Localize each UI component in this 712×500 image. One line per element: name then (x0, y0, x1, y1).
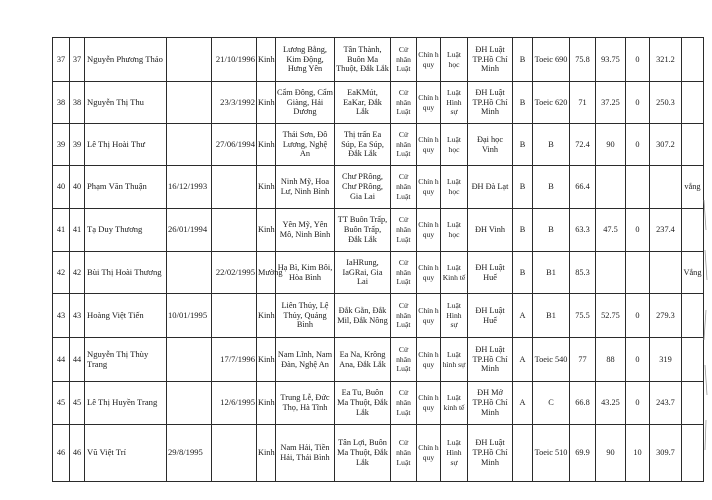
residence-cell: TT Buôn Trấp, Buôn Trấp, Đắk Lắk (335, 209, 391, 252)
mode-cell: Chín h quy (417, 124, 441, 166)
table-row (53, 252, 704, 294)
bonus-cell (626, 252, 650, 294)
mode-cell: Chín h quy (417, 338, 441, 382)
score1-cell: 75.5 (570, 294, 596, 338)
total-cell: 279.3 (650, 294, 682, 338)
score1-cell: 69.9 (570, 425, 596, 482)
stt-cell: 40 (53, 166, 70, 209)
ethnicity-cell: Kinh (257, 82, 276, 124)
hometown-cell: Yên Mỹ, Yên Mô, Ninh Bình (276, 209, 335, 252)
gender-cell (212, 209, 257, 252)
bonus-cell: 0 (626, 382, 650, 425)
dob-cell (167, 82, 212, 124)
stt-cell: 41 (53, 209, 70, 252)
score1-cell: 72.4 (570, 124, 596, 166)
total-cell: 321.2 (650, 38, 682, 82)
foreign-lang-cell: C (533, 382, 570, 425)
classification-cell: A (513, 382, 533, 425)
major-cell: Luật Hình sự (441, 425, 468, 482)
note-cell (682, 38, 704, 82)
stt-cell: 46 (53, 425, 70, 482)
sbd-cell: 38 (70, 82, 85, 124)
foreign-lang-cell: B (533, 209, 570, 252)
score2-cell: 52.75 (596, 294, 626, 338)
table-row (53, 124, 704, 166)
sbd-cell: 44 (70, 338, 85, 382)
school-cell: ĐH Luật Huế (468, 252, 513, 294)
dob-cell (167, 252, 212, 294)
score2-cell: 93.75 (596, 38, 626, 82)
stt-cell: 45 (53, 382, 70, 425)
ethnicity-cell: Kinh (257, 124, 276, 166)
sbd-cell: 45 (70, 382, 85, 425)
school-cell: ĐH Luật TP.Hồ Chí Minh (468, 425, 513, 482)
mode-cell: Chín h quy (417, 166, 441, 209)
residence-cell: Chư PRông, Chư PRông, Gia Lai (335, 166, 391, 209)
degree-cell: Cử nhân Luật (391, 382, 417, 425)
score2-cell: 43.25 (596, 382, 626, 425)
ethnicity-cell: Kinh (257, 38, 276, 82)
classification-cell: B (513, 252, 533, 294)
major-cell: Luật kinh tế (441, 382, 468, 425)
residence-cell: IaHRung, IaGRai, Gia Lai (335, 252, 391, 294)
score1-cell: 66.8 (570, 382, 596, 425)
residence-cell: Tân Thành, Buôn Ma Thuột, Đắk Lắk (335, 38, 391, 82)
note-cell (682, 124, 704, 166)
bonus-cell (626, 166, 650, 209)
score1-cell: 75.8 (570, 38, 596, 82)
bonus-cell: 0 (626, 294, 650, 338)
table-row (53, 166, 704, 209)
sbd-cell: 43 (70, 294, 85, 338)
score1-cell: 71 (570, 82, 596, 124)
major-cell: Luật Kinh tế (441, 252, 468, 294)
name-cell: Lê Thị Hoài Thư (85, 124, 167, 166)
stt-cell: 44 (53, 338, 70, 382)
sbd-cell: 37 (70, 38, 85, 82)
stt-cell: 43 (53, 294, 70, 338)
classification-cell: B (513, 124, 533, 166)
name-cell: Nguyễn Thị Thu (85, 82, 167, 124)
ethnicity-cell: Kinh (257, 209, 276, 252)
total-cell: 319 (650, 338, 682, 382)
classification-cell (513, 425, 533, 482)
hometown-cell: Lương Bằng, Kim Động, Hưng Yên (276, 38, 335, 82)
total-cell (650, 252, 682, 294)
school-cell: ĐH Đà Lạt (468, 166, 513, 209)
bonus-cell: 0 (626, 209, 650, 252)
score2-cell: 90 (596, 124, 626, 166)
stt-cell: 39 (53, 124, 70, 166)
dob-cell: 16/12/1993 (167, 166, 212, 209)
gender-cell (212, 294, 257, 338)
dob-cell (167, 382, 212, 425)
mode-cell: Chín h quy (417, 38, 441, 82)
major-cell: Luật học (441, 38, 468, 82)
degree-cell: Cử nhân Luật (391, 338, 417, 382)
ethnicity-cell: Kinh (257, 294, 276, 338)
sbd-cell: 46 (70, 425, 85, 482)
table-row (53, 82, 704, 124)
scanned-table-page (52, 37, 703, 481)
bonus-cell: 0 (626, 38, 650, 82)
major-cell: Luật hình sự (441, 338, 468, 382)
sbd-cell: 40 (70, 166, 85, 209)
name-cell: Vũ Việt Trí (85, 425, 167, 482)
table-row (53, 425, 704, 482)
sbd-cell: 41 (70, 209, 85, 252)
degree-cell: Cử nhân Luật (391, 252, 417, 294)
total-cell: 237.4 (650, 209, 682, 252)
foreign-lang-cell: Toeic 540 (533, 338, 570, 382)
degree-cell: Cử nhân Luật (391, 209, 417, 252)
bonus-cell: 10 (626, 425, 650, 482)
sbd-cell: 39 (70, 124, 85, 166)
name-cell: Nguyễn Phương Thảo (85, 38, 167, 82)
total-cell: 309.7 (650, 425, 682, 482)
dob-cell (167, 38, 212, 82)
residence-cell: EaKMút, EaKar, Đắk Lắk (335, 82, 391, 124)
bonus-cell: 0 (626, 82, 650, 124)
handwritten-mark (700, 190, 712, 490)
degree-cell: Cử nhân Luật (391, 166, 417, 209)
gender-cell: 27/06/1994 (212, 124, 257, 166)
mode-cell: Chín h quy (417, 209, 441, 252)
foreign-lang-cell: B (533, 124, 570, 166)
bonus-cell: 0 (626, 338, 650, 382)
hometown-cell: Nam Hải, Tiền Hải, Thái Bình (276, 425, 335, 482)
school-cell: ĐH Luật TP.Hồ Chí Minh (468, 82, 513, 124)
total-cell: 250.3 (650, 82, 682, 124)
score2-cell (596, 166, 626, 209)
table-row (53, 38, 704, 82)
degree-cell: Cử nhân Luật (391, 294, 417, 338)
candidate-rows (53, 38, 704, 482)
major-cell: Luật học (441, 209, 468, 252)
hometown-cell: Liên Thủy, Lệ Thủy, Quảng Bình (276, 294, 335, 338)
major-cell: Luật Hình sự (441, 294, 468, 338)
school-cell: ĐH Luật TP.Hồ Chí Minh (468, 338, 513, 382)
score2-cell (596, 252, 626, 294)
mode-cell: Chín h quy (417, 294, 441, 338)
degree-cell: Cử nhân Luật (391, 38, 417, 82)
mode-cell: Chín h quy (417, 82, 441, 124)
score1-cell: 66.4 (570, 166, 596, 209)
degree-cell: Cử nhân Luật (391, 124, 417, 166)
table-row (53, 338, 704, 382)
gender-cell: 17/7/1996 (212, 338, 257, 382)
residence-cell: Tân Lợi, Buôn Ma Thuột, Đắk Lắk (335, 425, 391, 482)
score2-cell: 47.5 (596, 209, 626, 252)
foreign-lang-cell: B (533, 166, 570, 209)
gender-cell: 23/3/1992 (212, 82, 257, 124)
classification-cell: B (513, 209, 533, 252)
stt-cell: 42 (53, 252, 70, 294)
stt-cell: 38 (53, 82, 70, 124)
table-row (53, 209, 704, 252)
degree-cell: Cử nhân Luật (391, 82, 417, 124)
school-cell: ĐH Luật TP.Hồ Chí Minh (468, 38, 513, 82)
name-cell: Phạm Văn Thuận (85, 166, 167, 209)
major-cell: Luật học (441, 124, 468, 166)
ethnicity-cell: Mường (257, 252, 276, 294)
dob-cell (167, 124, 212, 166)
table-row (53, 382, 704, 425)
school-cell: Đại học Vinh (468, 124, 513, 166)
hometown-cell: Thái Sơn, Đô Lương, Nghệ An (276, 124, 335, 166)
ethnicity-cell: Kinh (257, 338, 276, 382)
score1-cell: 85.3 (570, 252, 596, 294)
dob-cell: 29/8/1995 (167, 425, 212, 482)
score2-cell: 37.25 (596, 82, 626, 124)
ethnicity-cell: Kinh (257, 425, 276, 482)
candidate-table (52, 37, 704, 482)
stt-cell: 37 (53, 38, 70, 82)
classification-cell: A (513, 294, 533, 338)
total-cell (650, 166, 682, 209)
score1-cell: 63.3 (570, 209, 596, 252)
score1-cell: 77 (570, 338, 596, 382)
ethnicity-cell: Kinh (257, 382, 276, 425)
foreign-lang-cell: Toeic 690 (533, 38, 570, 82)
hometown-cell: Hạ Bì, Kim Bôi, Hòa Bình (276, 252, 335, 294)
classification-cell: A (513, 338, 533, 382)
ethnicity-cell: Kinh (257, 166, 276, 209)
name-cell: Tạ Duy Thương (85, 209, 167, 252)
major-cell: Luật học (441, 166, 468, 209)
degree-cell: Cử nhân Luật (391, 425, 417, 482)
residence-cell: Ea Na, Krông Ana, Đắk Lắk (335, 338, 391, 382)
dob-cell (167, 338, 212, 382)
total-cell: 243.7 (650, 382, 682, 425)
major-cell: Luật Hình sự (441, 82, 468, 124)
gender-cell (212, 166, 257, 209)
gender-cell: 21/10/1996 (212, 38, 257, 82)
foreign-lang-cell: Toeic 510 (533, 425, 570, 482)
note-cell (682, 82, 704, 124)
foreign-lang-cell: Toeic 620 (533, 82, 570, 124)
bonus-cell: 0 (626, 124, 650, 166)
foreign-lang-cell: B1 (533, 252, 570, 294)
classification-cell: B (513, 166, 533, 209)
name-cell: Hoàng Việt Tiến (85, 294, 167, 338)
mode-cell: Chín h quy (417, 425, 441, 482)
gender-cell: 12/6/1995 (212, 382, 257, 425)
name-cell: Bùi Thị Hoài Thương (85, 252, 167, 294)
score2-cell: 88 (596, 338, 626, 382)
residence-cell: Thị trấn Ea Súp, Ea Súp, Đắk Lắk (335, 124, 391, 166)
gender-cell: 22/02/1995 (212, 252, 257, 294)
note-cell: Vắng (682, 252, 704, 294)
hometown-cell: Cẩm Đông, Cẩm Giàng, Hải Dương (276, 82, 335, 124)
foreign-lang-cell: B1 (533, 294, 570, 338)
name-cell: Lê Thị Huyền Trang (85, 382, 167, 425)
table-row (53, 294, 704, 338)
classification-cell: B (513, 38, 533, 82)
gender-cell (212, 425, 257, 482)
note-cell: vắng (682, 166, 704, 209)
total-cell: 307.2 (650, 124, 682, 166)
hometown-cell: Nam Lĩnh, Nam Đàn, Nghệ An (276, 338, 335, 382)
classification-cell: B (513, 82, 533, 124)
mode-cell: Chín h quy (417, 252, 441, 294)
residence-cell: Ea Tu, Buôn Ma Thuột, Đắk Lắk (335, 382, 391, 425)
dob-cell: 26/01/1994 (167, 209, 212, 252)
mode-cell: Chín h quy (417, 382, 441, 425)
school-cell: ĐH Luật Huế (468, 294, 513, 338)
sbd-cell: 42 (70, 252, 85, 294)
school-cell: ĐH Vinh (468, 209, 513, 252)
hometown-cell: Ninh Mỹ, Hoa Lư, Ninh Bình (276, 166, 335, 209)
dob-cell: 10/01/1995 (167, 294, 212, 338)
name-cell: Nguyễn Thị Thùy Trang (85, 338, 167, 382)
school-cell: ĐH Mở TP.Hồ Chí Minh (468, 382, 513, 425)
hometown-cell: Trung Lễ, Đức Thọ, Hà Tĩnh (276, 382, 335, 425)
residence-cell: Đắk Gằn, Đắk Mil, Đắk Nông (335, 294, 391, 338)
score2-cell: 90 (596, 425, 626, 482)
